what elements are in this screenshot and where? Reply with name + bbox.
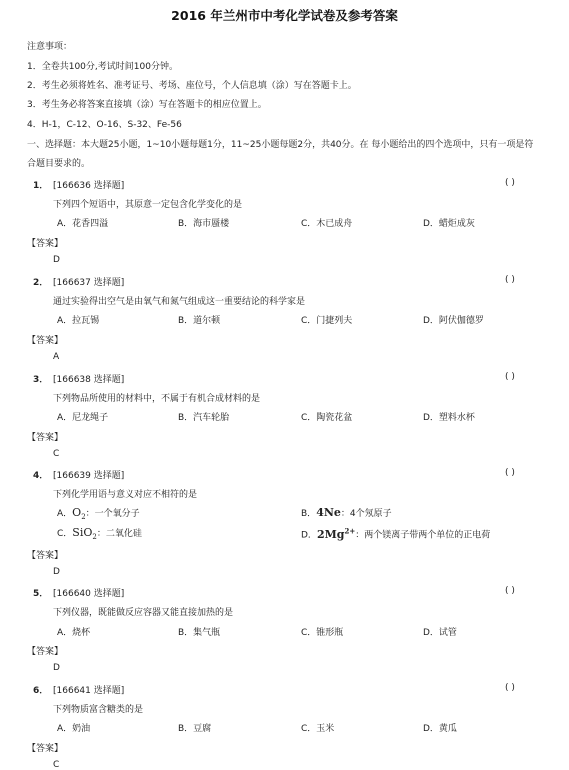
- question-number: 1．: [33, 181, 49, 191]
- notice-item: 3．考生务必将答案直接填（涂）写在答题卡的相应位置上。: [27, 100, 267, 110]
- formula-subscript: 2: [81, 513, 86, 522]
- option-text: ：4个氖原子: [340, 509, 392, 519]
- question-number: 4．: [33, 471, 49, 481]
- question-header: [166639 选择题]: [53, 471, 125, 481]
- question-number: 2．: [33, 278, 49, 288]
- option-b: B．道尔顿: [178, 316, 221, 326]
- option-b: B．海市蜃楼: [178, 219, 230, 229]
- answer-label: 【答案】: [27, 239, 64, 249]
- option-c: C．木已成舟: [301, 219, 353, 229]
- question-number: 6．: [33, 686, 49, 696]
- answer-label: 【答案】: [27, 433, 64, 443]
- answer-value: D: [53, 255, 60, 265]
- option-d: D．试管: [423, 628, 457, 638]
- option-label: A．: [57, 509, 73, 519]
- question-stem: 下列仪器，既能做反应容器又能直接加热的是: [53, 608, 234, 618]
- formula-subscript: 2: [92, 533, 97, 542]
- question-stem: 下列化学用语与意义对应不相符的是: [53, 490, 198, 500]
- option-text: ：一个氧分子: [85, 509, 140, 519]
- question-stem: 下列物品所使用的材料中，不属于有机合成材料的是: [53, 394, 261, 404]
- question-header: [166638 选择题]: [53, 375, 125, 385]
- answer-value: D: [53, 567, 60, 577]
- answer-value: D: [53, 663, 60, 673]
- option-a: A．花香四溢: [57, 219, 109, 229]
- answer-value: A: [53, 352, 60, 362]
- answer-blank: ( ): [505, 275, 515, 285]
- question-header: [166637 选择题]: [53, 278, 125, 288]
- notice-item: 4．H-1，C-12、O-16、S-32、Fe-56: [27, 120, 182, 130]
- answer-label: 【答案】: [27, 647, 64, 657]
- answer-blank: ( ): [505, 178, 515, 188]
- question-stem: 通过实验得出空气是由氧气和氮气组成这一重要结论的科学家是: [53, 297, 306, 307]
- answer-label: 【答案】: [27, 744, 64, 754]
- option-b: [301, 506, 392, 519]
- option-b: B．汽车轮胎: [178, 413, 230, 423]
- question-number: 5．: [33, 589, 49, 599]
- answer-blank: ( ): [505, 586, 515, 596]
- option-c: C．玉米: [301, 724, 335, 734]
- option-a: A．奶油: [57, 724, 91, 734]
- answer-blank: ( ): [505, 372, 515, 382]
- option-label: D．: [301, 530, 317, 541]
- answer-blank: ( ): [505, 468, 515, 478]
- question-header: [166641 选择题]: [53, 686, 125, 696]
- option-c: [57, 526, 142, 541]
- question-stem: 下列四个短语中，其原意一定包含化学变化的是: [53, 200, 243, 210]
- section-instructions-cont: 合题目要求的。: [27, 159, 91, 169]
- option-a: A．烧杯: [57, 628, 91, 638]
- option-c: C．门捷列夫: [301, 316, 353, 326]
- answer-blank: ( ): [505, 683, 515, 693]
- option-d: D．阿伏伽德罗: [423, 316, 484, 326]
- answer-label: 【答案】: [27, 336, 64, 346]
- question-header: [166640 选择题]: [53, 589, 125, 599]
- option-label: B．: [301, 509, 317, 519]
- question-stem: 下列物质富含糖类的是: [53, 705, 144, 715]
- answer-value: C: [53, 449, 60, 459]
- option-label: C．: [57, 529, 73, 539]
- option-d: D．黄瓜: [423, 724, 457, 734]
- option-a: [57, 506, 140, 521]
- formula-text: 2Mg: [316, 527, 345, 541]
- option-a: A．尼龙绳子: [57, 413, 109, 423]
- chemical-formula: [72, 526, 97, 542]
- option-text: ：二氧化硅: [96, 529, 142, 539]
- question-number: 3．: [33, 375, 49, 385]
- formula-text: O: [72, 506, 82, 519]
- chemical-formula: 4Ne: [316, 506, 341, 519]
- notice-heading: 注意事项：: [27, 42, 73, 52]
- chemical-formula: [72, 506, 86, 522]
- notice-item: 1．全卷共100分,考试时间100分钟。: [27, 62, 178, 72]
- answer-label: 【答案】: [27, 551, 64, 561]
- option-b: B．集气瓶: [178, 628, 221, 638]
- option-text: ：两个镁离子带两个单位的正电荷: [355, 530, 491, 541]
- formula-text: SiO: [72, 526, 93, 539]
- option-c: C．陶瓷花盆: [301, 413, 353, 423]
- option-c: C．锥形瓶: [301, 628, 344, 638]
- option-b: B．豆腐: [178, 724, 212, 734]
- option-d: D．塑料水杯: [423, 413, 475, 423]
- formula-superscript: 2+: [344, 526, 356, 535]
- chemical-formula: [317, 528, 355, 541]
- option-a: A．拉瓦锡: [57, 316, 100, 326]
- option-d: [301, 526, 490, 541]
- page-title: 2016 年兰州市中考化学试卷及参考答案: [171, 8, 398, 23]
- option-d: D．蜡炬成灰: [423, 219, 475, 229]
- question-header: [166636 选择题]: [53, 181, 125, 191]
- section-instructions: 一、选择题：本大题25小题，1~10小题每题1分，11~25小题每题2分，共40分。在 每小题给出的四个选项中，只有一项是符: [27, 140, 534, 150]
- notice-item: 2．考生必须将姓名、准考证号、考场、座位号，个人信息填（涂）写在答题卡上。: [27, 81, 357, 91]
- answer-value: C: [53, 760, 60, 770]
